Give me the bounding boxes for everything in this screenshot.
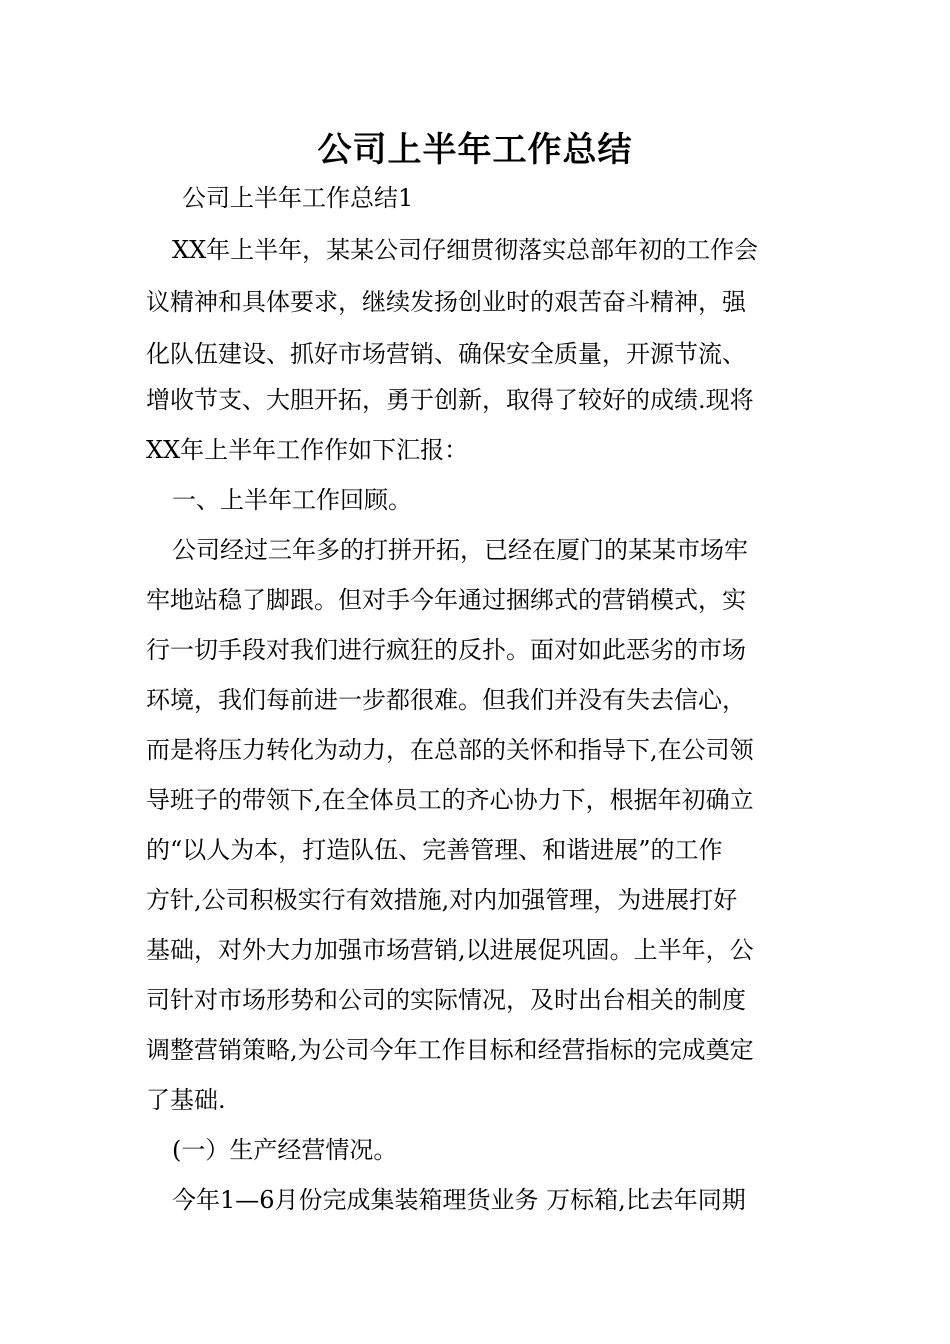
paragraph-line: 方针,公司积极实行有效措施,对内加强管理，为进展打好	[146, 886, 738, 914]
paragraph-line: 议精神和具体要求，继续发扬创业时的艰苦奋斗精神，强	[146, 288, 746, 316]
section-heading: 一、上半年工作回顾。	[172, 486, 412, 514]
paragraph-line: 增收节支、大胆开拓，勇于创新，取得了较好的成绩.现将	[146, 386, 754, 414]
paragraph-line: 今年1—6月份完成集装箱理货业务 万标箱,比去年同期	[172, 1186, 746, 1214]
paragraph-line: 司针对市场形势和公司的实际情况，及时出台相关的制度	[146, 986, 746, 1014]
paragraph-line: 公司经过三年多的打拼开拓，已经在厦门的某某市场牢	[172, 536, 748, 564]
paragraph-line: 化队伍建设、抓好市场营销、确保安全质量，开源节流、	[146, 340, 746, 368]
subtitle-line: 公司上半年工作总结1	[182, 184, 414, 212]
paragraph-line: 基础，对外大力加强市场营销,以进展促巩固。上半年，公	[146, 936, 754, 964]
paragraph-line: XX年上半年，某某公司仔细贯彻落实总部年初的工作会	[172, 236, 759, 264]
paragraph-line: 调整营销策略,为公司今年工作目标和经营指标的完成奠定	[146, 1036, 754, 1064]
paragraph-line: 导班子的带领下,在全体员工的齐心协力下，根据年初确立	[146, 786, 754, 814]
paragraph-line: 行一切手段对我们进行疯狂的反扑。面对如此恶劣的市场	[146, 636, 746, 664]
paragraph-line: 的“以人为本，打造队伍、完善管理、和谐进展”的工作	[146, 836, 723, 864]
subsection-heading: (一）生产经营情况。	[172, 1136, 398, 1164]
paragraph-line: 环境，我们每前进一步都很难。但我们并没有失去信心，	[146, 686, 746, 714]
paragraph-line: 了基础.	[146, 1086, 226, 1114]
paragraph-line: XX年上半年工作作如下汇报：	[146, 436, 469, 464]
paragraph-line: 而是将压力转化为动力，在总部的关怀和指导下,在公司领	[146, 736, 754, 764]
paragraph-line: 牢地站稳了脚跟。但对手今年通过捆绑式的营销模式，实	[146, 586, 746, 614]
document-title: 公司上半年工作总结	[317, 130, 633, 170]
